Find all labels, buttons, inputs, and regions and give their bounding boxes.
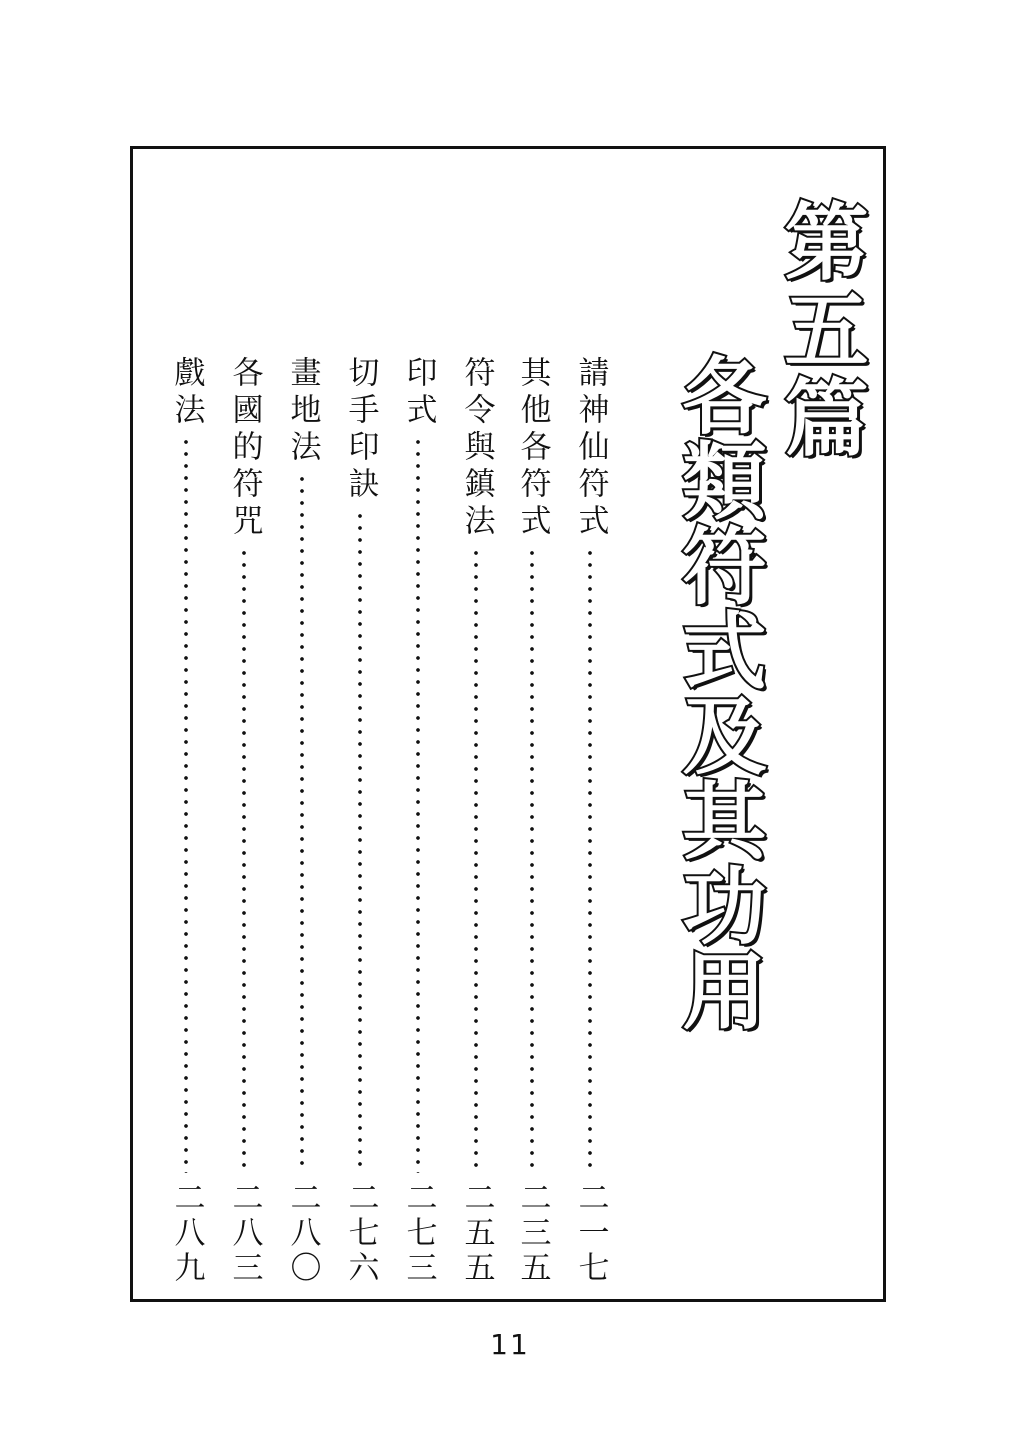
page-number: 11 [490,1328,530,1361]
toc-leader-dots [241,547,247,1173]
toc-entry[interactable] [456,356,496,1286]
toc-leader-dots [183,436,189,1173]
toc-entry-page: 二八〇 [284,1181,321,1286]
toc-entry-title: 畫地法 [284,356,321,467]
toc-entry-page: 二七三 [400,1181,437,1286]
part-title: 各類符式及其功用 [669,352,767,1032]
toc-leader-dots [357,510,363,1173]
toc-entry[interactable] [570,356,610,1286]
toc-entry[interactable] [398,356,438,1286]
toc-entry-title: 印式 [400,356,437,430]
toc-entry[interactable] [512,356,552,1286]
toc-entry-page: 二七六 [342,1181,379,1286]
toc-leader-dots [299,473,305,1173]
toc-entry-page: 二八三 [226,1181,263,1286]
toc-entry-title: 各國的符咒 [226,356,263,541]
toc-entry-page: 二三五 [514,1181,551,1286]
toc-entry-title: 切手印訣 [342,356,379,504]
toc-leader-dots [587,547,593,1173]
part-heading: 第五篇 [771,198,869,462]
toc-entry[interactable] [340,356,380,1286]
toc-entry-page: 二五五 [458,1181,495,1286]
toc-entry-title: 其他各符式 [514,356,551,541]
toc-entry-page: 二一七 [572,1181,609,1286]
toc-entry[interactable] [166,356,206,1286]
toc-leader-dots [473,547,479,1173]
toc-entry-page: 二八九 [168,1181,205,1286]
toc-leader-dots [529,547,535,1173]
toc-entry-title: 符令與鎮法 [458,356,495,541]
toc-leader-dots [415,436,421,1173]
toc-entry-title: 戲法 [168,356,205,430]
toc-entry[interactable] [282,356,322,1286]
toc-entry-title: 請神仙符式 [572,356,609,541]
toc-entry[interactable] [224,356,264,1286]
